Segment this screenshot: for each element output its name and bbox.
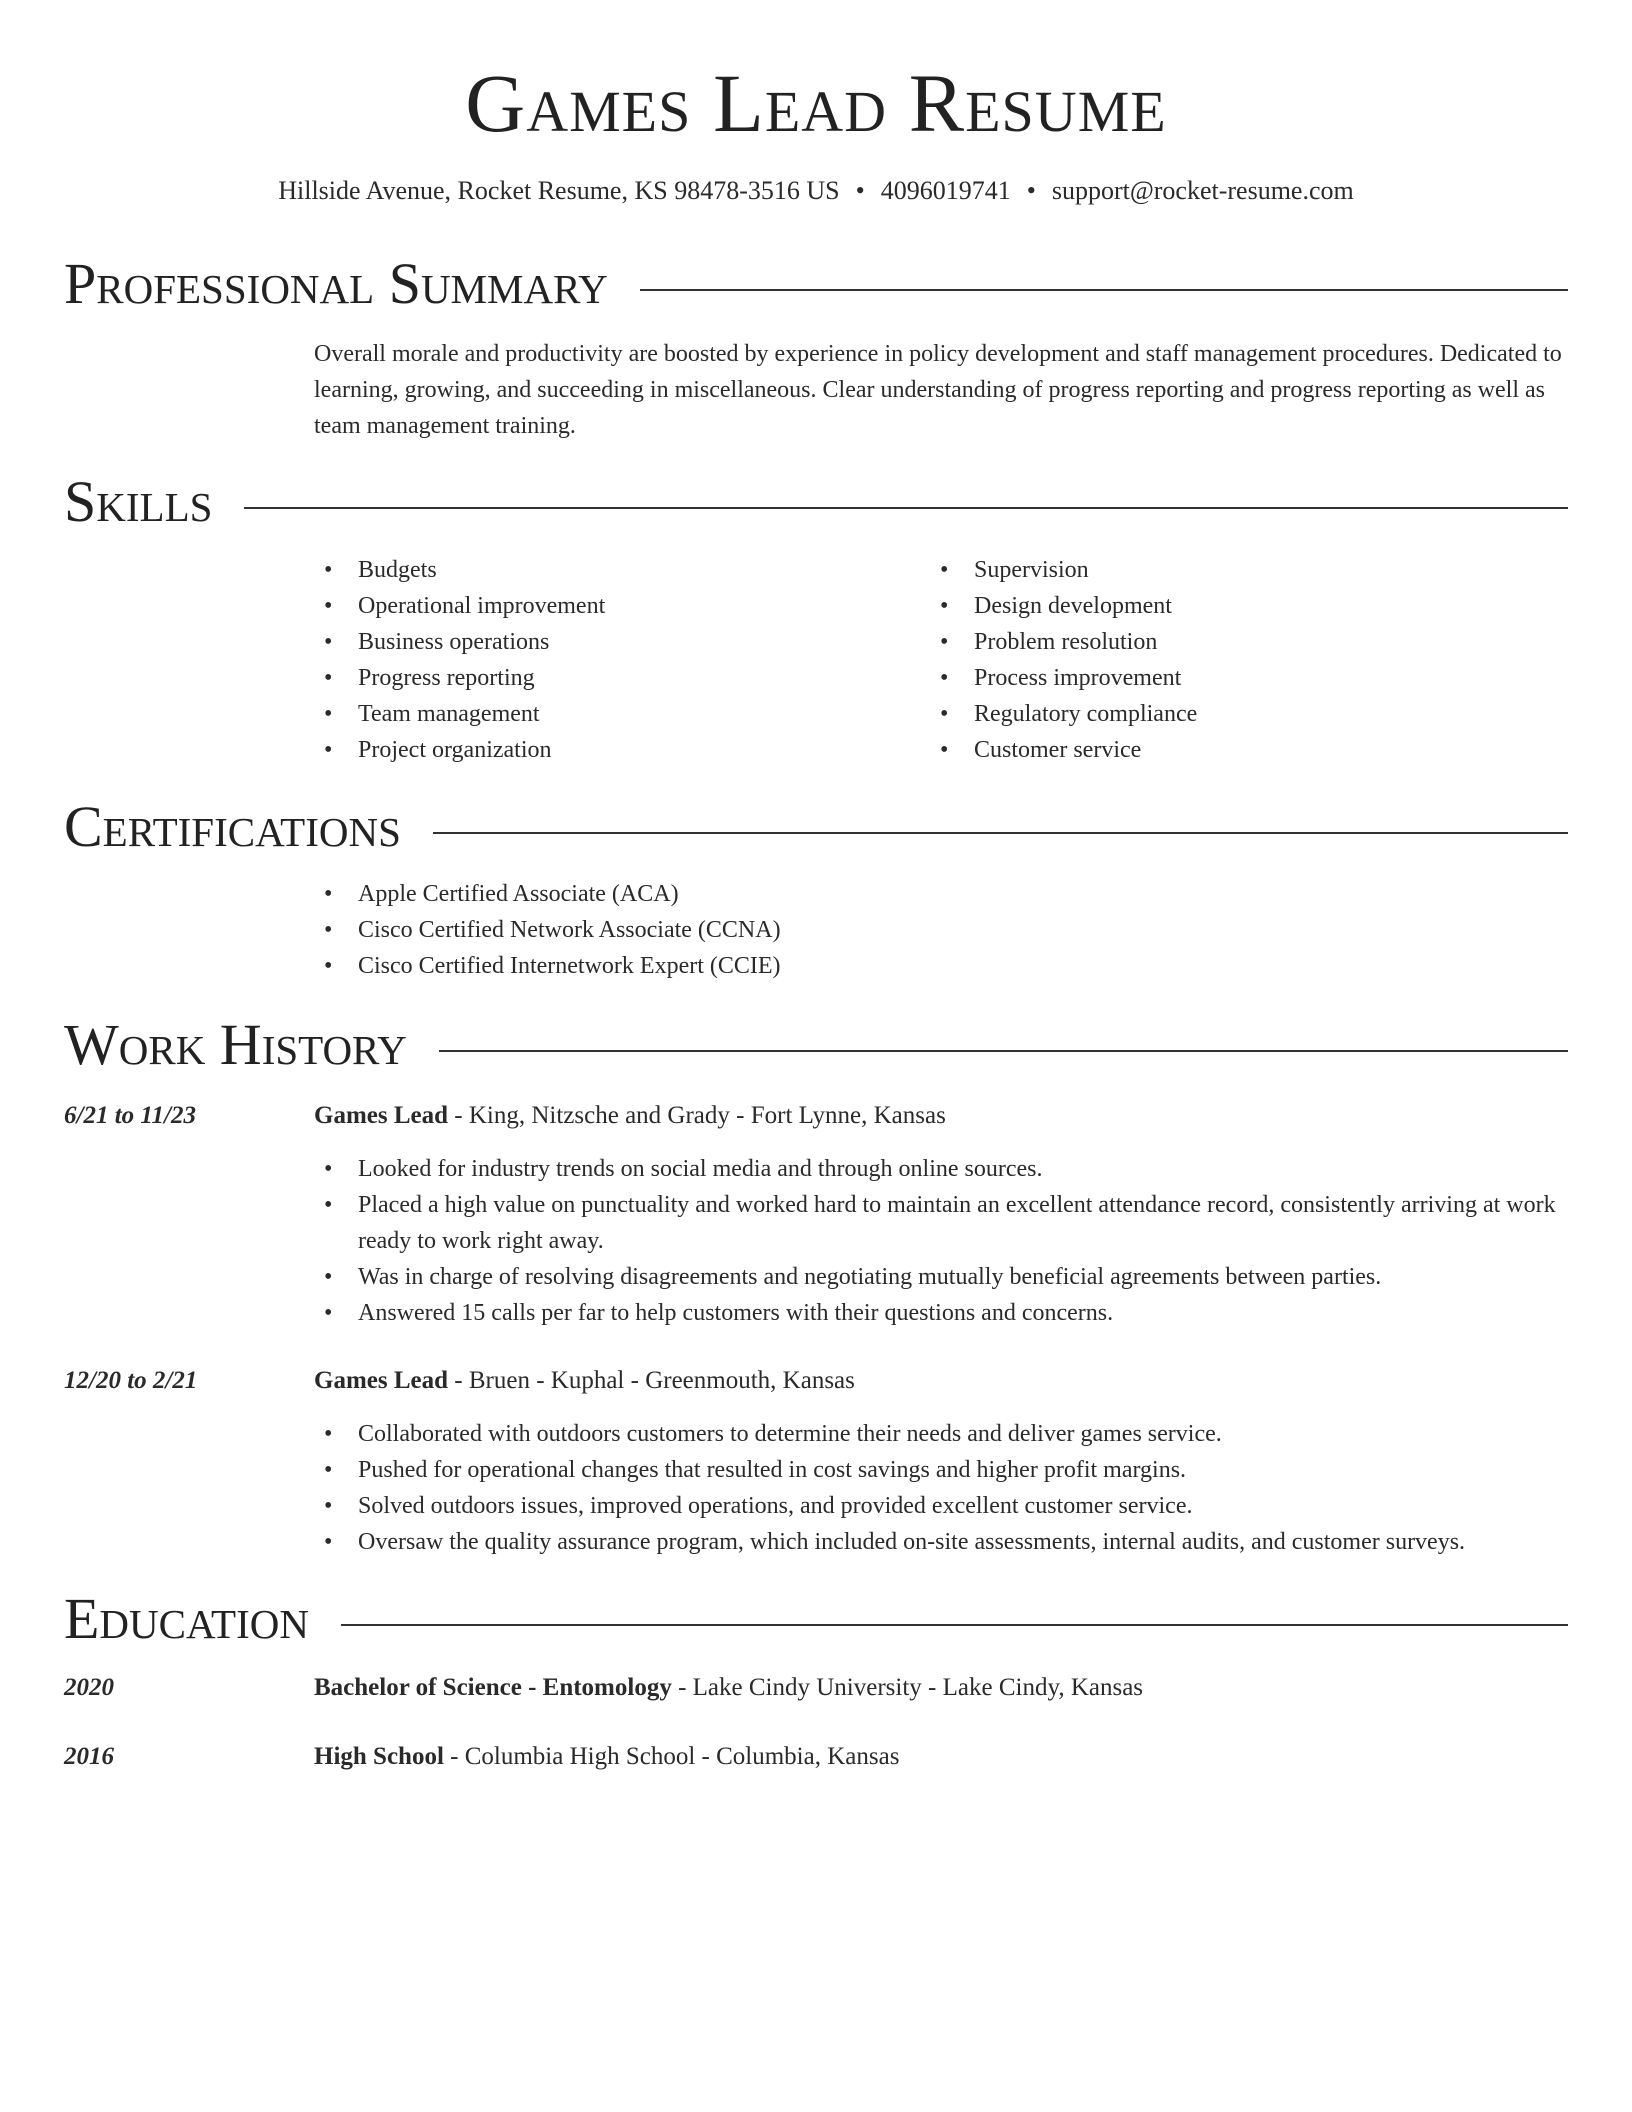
education-school-location: - Lake Cindy University - Lake Cindy, Kansas (671, 1674, 1144, 1701)
contact-line (0, 174, 1632, 208)
job-title: Games Lead (314, 1367, 449, 1394)
education-year: 2016 (64, 1743, 114, 1770)
contact-email: support@rocket-resume.com (1051, 176, 1354, 205)
skill-item: • Budgets (314, 552, 914, 588)
summary-heading: Professional Summary (64, 251, 608, 316)
skill-item: • Regulatory compliance (930, 696, 1560, 732)
skill-item: • Problem resolution (930, 624, 1560, 660)
education-year: 2020 (64, 1674, 114, 1701)
certification-item: • Apple Certified Associate (ACA) (314, 876, 1564, 912)
job-heading (314, 1098, 1564, 1134)
education-entry (314, 1670, 1564, 1706)
job-bullet-item: • Solved outdoors issues, improved operations, and provided excellent customer service. (314, 1488, 1564, 1524)
section-divider (433, 832, 1568, 834)
education-degree: Bachelor of Science - Entomology (314, 1674, 672, 1701)
section-divider (640, 289, 1568, 291)
job-employer-location: - King, Nitzsche and Grady - Fort Lynne, Kansas (448, 1102, 946, 1129)
job-dates: 6/21 to 11/23 (64, 1102, 196, 1129)
resume-title: Games Lead Resume (465, 57, 1167, 149)
job-bullets (314, 1151, 1564, 1331)
contact-phone: 4096019741 (880, 176, 1011, 205)
job-bullet-item: • Looked for industry trends on social media and through online sources. (314, 1151, 1564, 1187)
job-heading (314, 1363, 1564, 1399)
education-section-header (64, 1587, 1568, 1651)
skill-item: • Supervision (930, 552, 1560, 588)
job-bullet-item: • Answered 15 calls per far to help customers with their questions and concerns. (314, 1295, 1564, 1331)
job-dates: 12/20 to 2/21 (64, 1367, 198, 1394)
section-divider (439, 1050, 1568, 1052)
skills-heading: Skills (64, 469, 213, 534)
job-bullet-item: • Collaborated with outdoors customers to determine their needs and deliver games service. (314, 1416, 1564, 1452)
skill-item: • Business operations (314, 624, 914, 660)
education-school-location: - Columbia High School - Columbia, Kansas (443, 1743, 900, 1770)
skill-item: • Design development (930, 588, 1560, 624)
job-bullet-item: • Placed a high value on punctuality and worked hard to maintain an excellent attendance record, consistently arriving at work ready to work right away. (314, 1187, 1564, 1259)
certification-item: • Cisco Certified Internetwork Expert (CCIE) (314, 948, 1564, 984)
summary-section-header (64, 252, 1568, 316)
skills-list-right (930, 552, 1560, 768)
summary-text: Overall morale and productivity are boosted by experience in policy development and staff management procedures. Dedicated to learning, growing, and succeeding in miscellaneous. Clear understanding of progress reporting and progress reporting as well as team management training. (314, 341, 1562, 439)
education-heading: Education (64, 1586, 309, 1651)
skill-item: • Progress reporting (314, 660, 914, 696)
job-bullet-item: • Pushed for operational changes that resulted in cost savings and higher profit margins. (314, 1452, 1564, 1488)
education-entry (314, 1739, 1564, 1775)
job-title: Games Lead (314, 1102, 449, 1129)
contact-separator: • (855, 176, 865, 205)
certification-item: • Cisco Certified Network Associate (CCNA) (314, 912, 1564, 948)
certifications-heading: Certifications (64, 794, 401, 859)
skill-item: • Process improvement (930, 660, 1560, 696)
contact-separator: • (1026, 176, 1036, 205)
education-degree: High School (314, 1743, 444, 1770)
certifications-section-header (64, 795, 1568, 859)
contact-address: Hillside Avenue, Rocket Resume, KS 98478-3516 US (278, 176, 840, 205)
skill-item: • Team management (314, 696, 914, 732)
job-employer-location: - Bruen - Kuphal - Greenmouth, Kansas (448, 1367, 855, 1394)
skill-item: • Operational improvement (314, 588, 914, 624)
skills-section-header (64, 470, 1568, 534)
skills-list-left (314, 552, 914, 768)
work-history-section-header (64, 1013, 1568, 1077)
job-bullets (314, 1416, 1564, 1560)
section-divider (244, 507, 1568, 509)
certifications-list (314, 876, 1564, 984)
work-history-heading: Work History (64, 1012, 407, 1077)
skill-item: • Customer service (930, 732, 1560, 768)
skill-item: • Project organization (314, 732, 914, 768)
job-bullet-item: • Oversaw the quality assurance program, which included on-site assessments, internal audits, and customer surveys. (314, 1524, 1564, 1560)
section-divider (341, 1624, 1568, 1626)
job-bullet-item: • Was in charge of resolving disagreements and negotiating mutually beneficial agreements between parties. (314, 1259, 1564, 1295)
